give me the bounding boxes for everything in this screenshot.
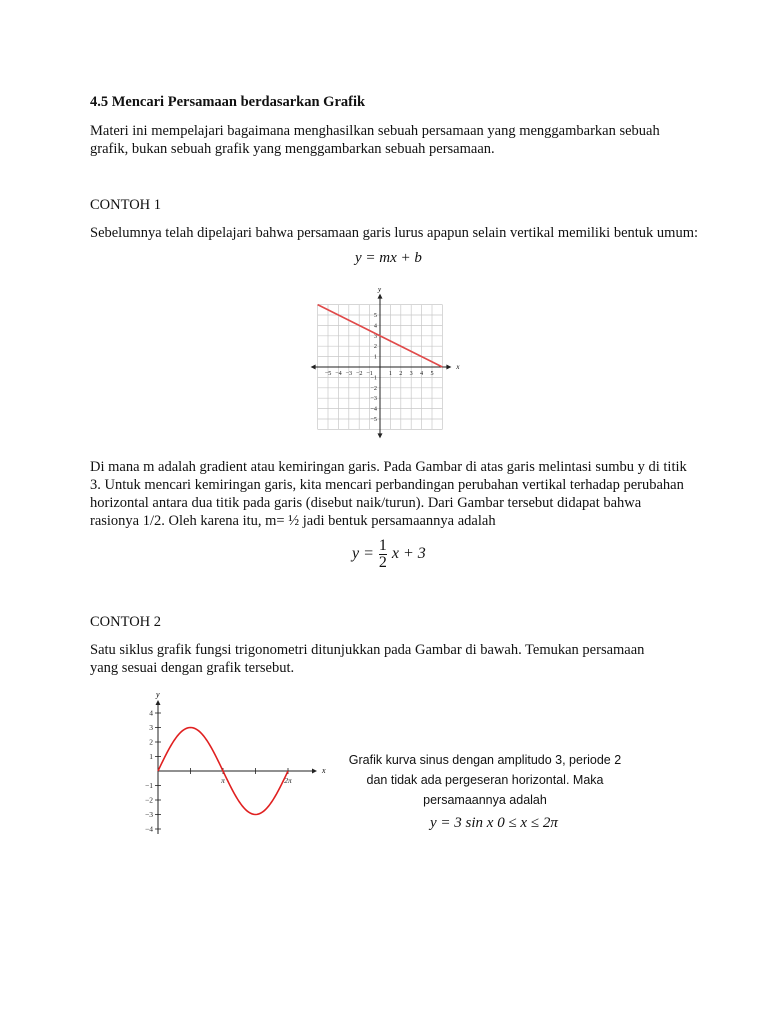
fraction bbox=[379, 538, 387, 571]
y-axis-arrow bbox=[378, 433, 383, 438]
example1-explanation: Di mana m adalah gradient atau kemiringan garis. Pada Gambar di atas garis melintasi sumbu y di titik 3. Untuk mencari kemiringan garis, kita mencari perbandingan perubahan vertikal terhadap perubahan horizontal antara dua titik pada garis (disebut naik/turun). Dari Gambar tersebut didapat bahwa rasionya 1/2. Oleh karena itu, m= ½ jadi bentuk persamaannya adalah bbox=[90, 459, 687, 529]
x-tick-label: 1 bbox=[388, 370, 392, 377]
x-tick-label: 3 bbox=[409, 370, 413, 377]
y-tick-label: 4 bbox=[149, 708, 153, 718]
y-tick-label: 3 bbox=[373, 332, 377, 340]
result-equation bbox=[352, 538, 426, 571]
y-tick-label: 2 bbox=[373, 343, 377, 351]
x-tick-label: 2 bbox=[399, 370, 403, 377]
linear-y-axis-label: y bbox=[378, 285, 382, 294]
fraction-numerator: 1 bbox=[378, 537, 387, 554]
x-axis-arrow bbox=[446, 365, 451, 370]
general-equation: y = mx + b bbox=[355, 250, 422, 266]
example2-label: CONTOH 2 bbox=[90, 614, 162, 630]
y-tick-label: −4 bbox=[370, 405, 377, 413]
y-tick-label: 1 bbox=[149, 752, 153, 761]
x-axis-arrow bbox=[311, 365, 316, 370]
fraction-denominator: 2 bbox=[378, 554, 387, 571]
y-tick-label: −2 bbox=[145, 795, 153, 805]
example2-caption: Grafik kurva sinus dengan amplitudo 3, periode 2 dan tidak ada pergeseran horizontal. Maka persamaannya adalah bbox=[348, 753, 622, 807]
y-tick-label: 5 bbox=[373, 312, 377, 319]
y-tick-label: −2 bbox=[370, 384, 377, 392]
y-tick-label: −3 bbox=[145, 810, 153, 819]
y-tick-label: 4 bbox=[373, 322, 377, 330]
x-tick-label: −5 bbox=[324, 370, 332, 377]
linear-graph bbox=[306, 283, 466, 443]
example1-label: CONTOH 1 bbox=[90, 197, 162, 213]
x-axis-arrow bbox=[312, 769, 317, 774]
result-equation-rhs: x + 3 bbox=[391, 545, 426, 563]
x-tick-label: 2π bbox=[284, 776, 292, 785]
intro-paragraph: Materi ini mempelajari bagaimana menghasilkan sebuah persamaan yang menggambarkan sebuah grafik, bukan sebuah grafik yang menggambarkan sebuah persamaan. bbox=[90, 123, 660, 157]
example1-text: Sebelumnya telah dipelajari bahwa persamaan garis lurus apapun selain vertikal memiliki bentuk umum: bbox=[90, 225, 699, 241]
x-tick-label: π bbox=[221, 776, 225, 785]
y-tick-label: 1 bbox=[373, 353, 377, 361]
y-tick-label: −1 bbox=[370, 374, 377, 382]
x-tick-label: 5 bbox=[430, 370, 434, 377]
y-axis-arrow bbox=[156, 700, 161, 705]
sine-y-axis-label: y bbox=[156, 690, 160, 699]
section-title: 4.5 Mencari Persamaan berdasarkan Grafik bbox=[90, 94, 366, 110]
linear-x-axis-label: x bbox=[456, 363, 460, 371]
sine-graph bbox=[140, 685, 325, 840]
y-axis-arrow bbox=[378, 294, 383, 299]
y-tick-label: −5 bbox=[370, 416, 377, 423]
x-tick-label: −1 bbox=[366, 370, 373, 377]
sine-axes bbox=[155, 700, 317, 834]
y-tick-label: −1 bbox=[145, 781, 153, 790]
y-tick-label: −4 bbox=[145, 824, 153, 834]
sine-x-axis-label: x bbox=[322, 766, 326, 775]
x-tick-label: −3 bbox=[345, 370, 353, 377]
example2-text: Satu siklus grafik fungsi trigonometri ditunjukkan pada Gambar di bawah. Temukan persamaan yang sesuai dengan grafik tersebut. bbox=[90, 642, 645, 676]
result-equation-lhs: y = bbox=[352, 545, 374, 563]
y-tick-label: 3 bbox=[149, 723, 153, 732]
sine-equation: y = 3 sin x 0 ≤ x ≤ 2π bbox=[430, 815, 558, 831]
x-tick-label: −4 bbox=[335, 370, 342, 377]
y-tick-label: −3 bbox=[370, 395, 377, 403]
x-tick-label: −2 bbox=[355, 370, 363, 377]
y-tick-label: 2 bbox=[149, 737, 153, 747]
x-tick-label: 4 bbox=[420, 370, 424, 377]
